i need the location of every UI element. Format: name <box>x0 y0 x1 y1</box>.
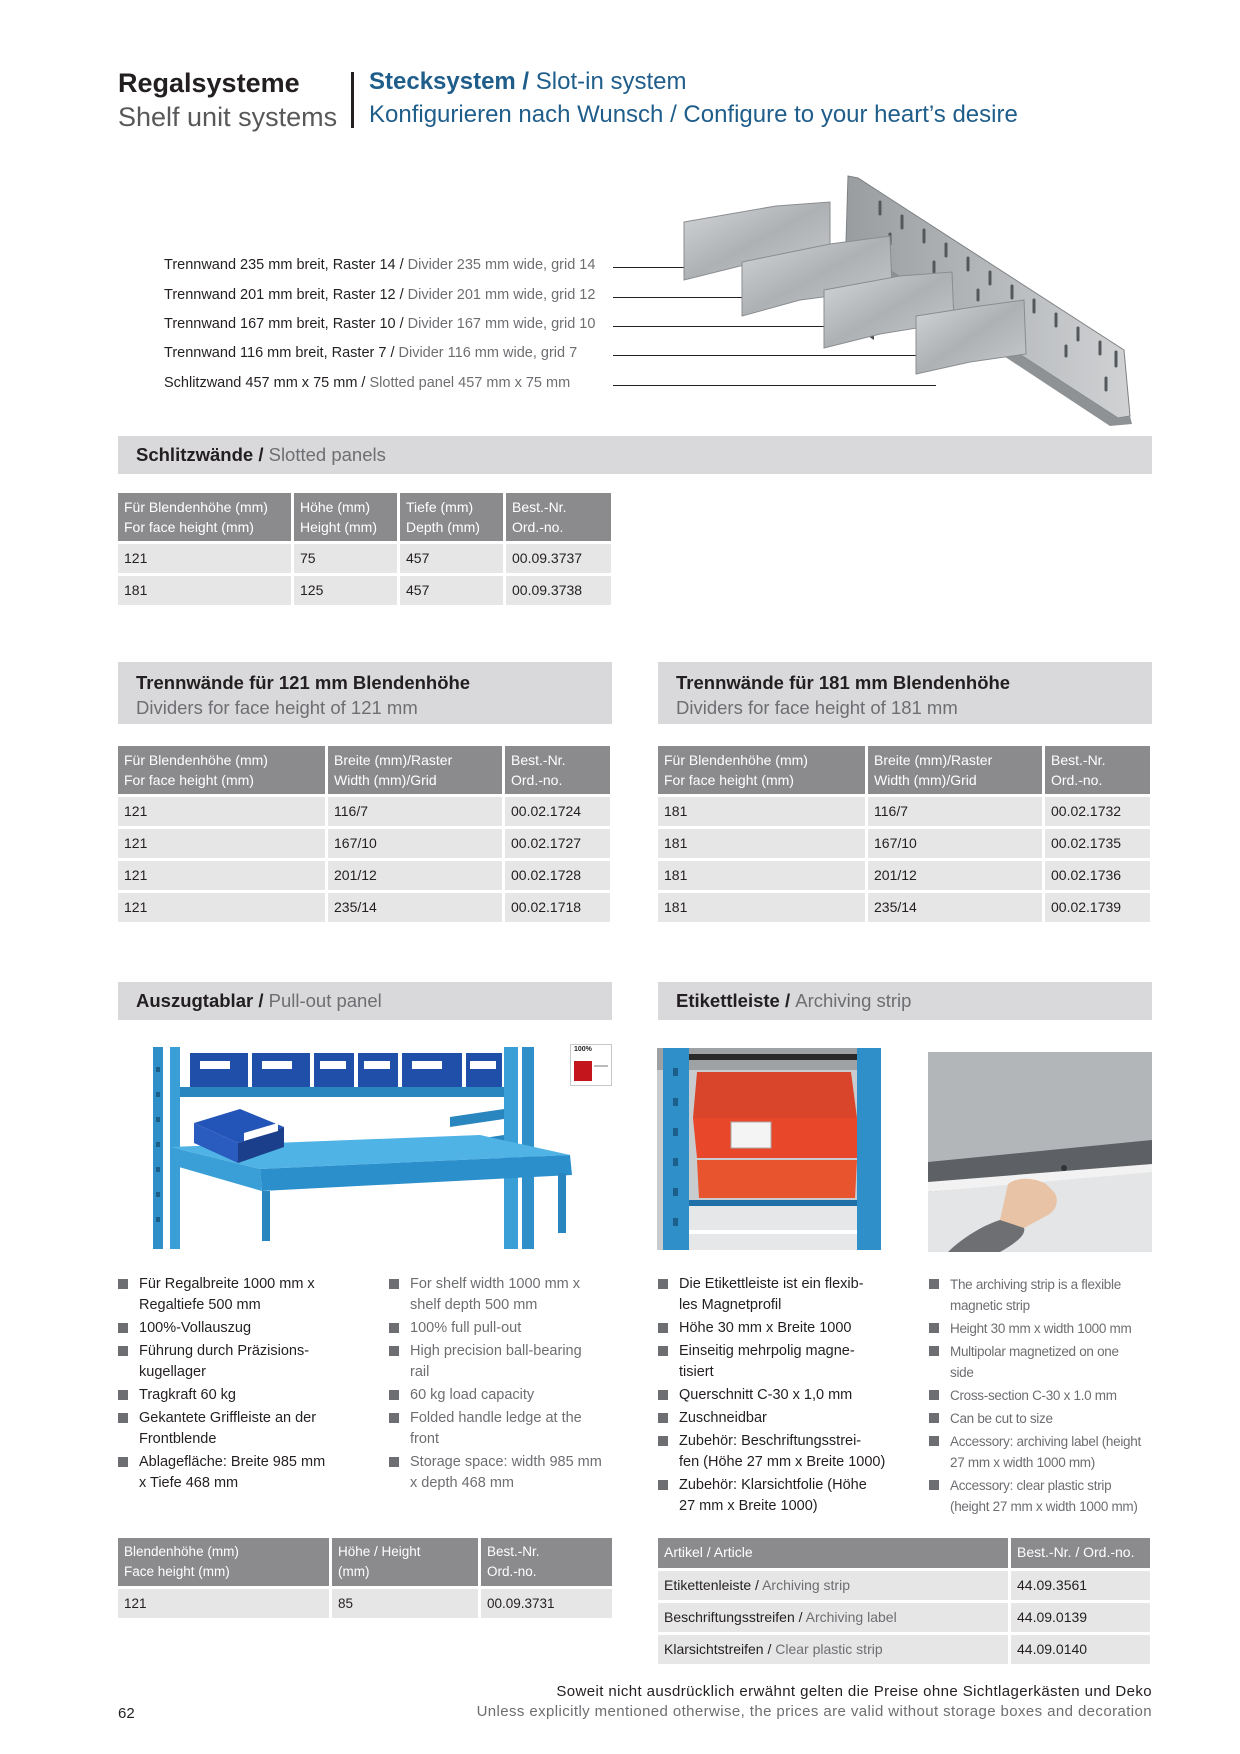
table-cell <box>658 1571 1008 1600</box>
table-cell <box>658 1603 1008 1632</box>
table-cell: 00.09.3738 <box>506 576 611 605</box>
section-dividers-121 <box>118 662 612 724</box>
list-item: Storage space: width 985 mm x depth 468 mm <box>389 1452 611 1494</box>
table-cell: 00.09.3737 <box>506 544 611 573</box>
pullout-table <box>118 1538 612 1618</box>
list-item: High precision ball-bearing rail <box>389 1341 611 1383</box>
footer-note-de: Soweit nicht ausdrücklich erwähnt gelten die Preise ohne Sichtlagerkästen und Deko <box>556 1683 1152 1700</box>
list-item: The archiving strip is a flexible magnetic strip <box>929 1274 1155 1316</box>
table-cell: 181 <box>658 797 865 826</box>
swatch-label: 100% <box>574 1046 592 1053</box>
list-item: Accessory: clear plastic strip (height 27 mm x width 1000 mm) <box>929 1475 1155 1517</box>
table-cell: 457 <box>400 544 503 573</box>
table-cell: 201/12 <box>328 861 502 890</box>
color-swatch <box>570 1044 612 1086</box>
table-cell <box>658 1635 1008 1664</box>
list-item: Can be cut to size <box>929 1408 1155 1429</box>
table-cell: 457 <box>400 576 503 605</box>
table-cell: 44.09.3561 <box>1011 1571 1150 1600</box>
section-heading-en: Pull-out panel <box>268 990 382 1011</box>
table-cell: 00.02.1735 <box>1045 829 1150 858</box>
archiving-strip-bins-photo <box>657 1048 881 1250</box>
list-item: For shelf width 1000 mm x shelf depth 500 mm <box>389 1274 611 1316</box>
list-item: Führung durch Präzisions- kugellager <box>118 1341 340 1383</box>
divider-illustration <box>680 172 1132 428</box>
article-en: Clear plastic strip <box>775 1641 883 1657</box>
table-header: Für Blendenhöhe (mm) For face height (mm) <box>118 746 325 794</box>
table-cell: 201/12 <box>868 861 1042 890</box>
section-pullout-panel <box>118 982 612 1020</box>
article-de: Klarsichtstreifen / <box>664 1641 776 1657</box>
list-item: Zubehör: Beschriftungsstrei- fen (Höhe 27 mm x Breite 1000) <box>658 1431 898 1473</box>
table-header: Best.-Nr. / Ord.-no. <box>1011 1538 1150 1568</box>
article-de: Beschriftungsstreifen / <box>664 1609 806 1625</box>
callout-en: Divider 116 mm wide, grid 7 <box>398 345 578 361</box>
section-heading-en: Archiving strip <box>795 990 912 1011</box>
table-header: Best.-Nr. Ord.-no. <box>481 1538 612 1586</box>
callout-en: Divider 167 mm wide, grid 10 <box>407 316 596 332</box>
list-item: Einseitig mehrpolig magne- tisiert <box>658 1341 898 1383</box>
pullout-bullets-de <box>118 1274 340 1496</box>
callout-de: Trennwand 201 mm breit, Raster 12 / <box>164 287 408 303</box>
table-cell: 00.02.1718 <box>505 893 610 922</box>
system-title-de: Stecksystem <box>369 68 516 95</box>
section-archiving-strip <box>658 982 1152 1020</box>
table-cell: 181 <box>658 829 865 858</box>
callout-divider-235 <box>164 257 595 273</box>
list-item: Zubehör: Klarsichtfolie (Höhe 27 mm x Breite 1000) <box>658 1475 898 1517</box>
table-header: Breite (mm)/Raster Width (mm)/Grid <box>328 746 502 794</box>
list-item: 100%-Vollauszug <box>118 1318 340 1339</box>
table-header: Best.-Nr. Ord.-no. <box>505 746 610 794</box>
system-tagline: Konfigurieren nach Wunsch / Configure to your heart’s desire <box>369 101 1018 128</box>
archiving-strip-hand-photo <box>928 1052 1152 1252</box>
pullout-panel-photo <box>150 1047 596 1249</box>
list-item: Höhe 30 mm x Breite 1000 <box>658 1318 898 1339</box>
table-cell: 00.02.1736 <box>1045 861 1150 890</box>
table-cell: 121 <box>118 861 325 890</box>
table-cell: 167/10 <box>868 829 1042 858</box>
callout-de: Trennwand 167 mm breit, Raster 10 / <box>164 316 408 332</box>
table-cell: 181 <box>658 893 865 922</box>
callout-de: Trennwand 116 mm breit, Raster 7 / <box>164 345 399 361</box>
table-cell: 181 <box>658 861 865 890</box>
table-cell: 44.09.0139 <box>1011 1603 1150 1632</box>
table-cell: 235/14 <box>328 893 502 922</box>
table-cell: 181 <box>118 576 291 605</box>
table-header: Breite (mm)/Raster Width (mm)/Grid <box>868 746 1042 794</box>
article-en: Archiving strip <box>762 1577 850 1593</box>
callout-en: Slotted panel 457 mm x 75 mm <box>369 375 571 391</box>
system-title-sep: / <box>515 68 536 95</box>
section-heading-en: Dividers for face height of 181 mm <box>676 697 958 718</box>
table-header: Artikel / Article <box>658 1538 1008 1568</box>
table-cell: 00.02.1727 <box>505 829 610 858</box>
section-dividers-181 <box>658 662 1152 724</box>
table-cell: 121 <box>118 893 325 922</box>
archiving-bullets-en <box>929 1274 1155 1519</box>
list-item: Ablagefläche: Breite 985 mm x Tiefe 468 mm <box>118 1452 340 1494</box>
callout-slotted-panel <box>164 375 570 391</box>
page-title: Regalsysteme <box>118 68 300 98</box>
section-heading-de: Schlitzwände / <box>136 444 269 465</box>
table-header: Höhe (mm) Height (mm) <box>294 493 397 541</box>
table-cell: 75 <box>294 544 397 573</box>
section-heading-de: Trennwände für 181 mm Blendenhöhe <box>676 672 1011 693</box>
table-cell: 121 <box>118 1589 329 1618</box>
pullout-bullets-en <box>389 1274 611 1496</box>
table-cell: 00.02.1728 <box>505 861 610 890</box>
swatch-line <box>594 1065 608 1067</box>
callout-divider-116 <box>164 345 577 361</box>
callout-en: Divider 201 mm wide, grid 12 <box>407 287 596 303</box>
list-item: Tragkraft 60 kg <box>118 1385 340 1406</box>
swatch-red <box>574 1061 592 1081</box>
table-header: Für Blendenhöhe (mm) For face height (mm) <box>658 746 865 794</box>
list-item: Folded handle ledge at the front <box>389 1408 611 1450</box>
table-header: Höhe / Height (mm) <box>332 1538 478 1586</box>
dividers-181-table <box>658 746 1150 922</box>
table-header: Best.-Nr. Ord.-no. <box>1045 746 1150 794</box>
table-cell: 125 <box>294 576 397 605</box>
system-title <box>369 68 686 96</box>
table-header: Blendenhöhe (mm) Face height (mm) <box>118 1538 329 1586</box>
archiving-bullets-de <box>658 1274 898 1519</box>
table-header: Für Blendenhöhe (mm) For face height (mm) <box>118 493 291 541</box>
table-cell: 121 <box>118 544 291 573</box>
page-subtitle: Shelf unit systems <box>118 102 338 132</box>
callout-en: Divider 235 mm wide, grid 14 <box>407 257 596 273</box>
slotted-panels-table <box>118 493 611 605</box>
section-slotted-panels <box>118 436 1152 474</box>
list-item: Multipolar magnetized on one side <box>929 1341 1155 1383</box>
list-item: Height 30 mm x width 1000 mm <box>929 1318 1155 1339</box>
article-de: Etikettenleiste / <box>664 1577 763 1593</box>
footer-note-en: Unless explicitly mentioned otherwise, the prices are valid without storage boxes and decoration <box>476 1703 1152 1720</box>
callout-divider-201 <box>164 287 595 303</box>
list-item: Zuschneidbar <box>658 1408 898 1429</box>
article-en: Archiving label <box>805 1609 897 1625</box>
callout-divider-167 <box>164 316 595 332</box>
table-header: Best.-Nr. Ord.-no. <box>506 493 611 541</box>
page-number: 62 <box>118 1705 135 1722</box>
table-header: Tiefe (mm) Depth (mm) <box>400 493 503 541</box>
table-cell: 121 <box>118 829 325 858</box>
list-item: Cross-section C-30 x 1.0 mm <box>929 1385 1155 1406</box>
table-cell: 44.09.0140 <box>1011 1635 1150 1664</box>
list-item: Accessory: archiving label (height 27 mm x width 1000 mm) <box>929 1431 1155 1473</box>
table-cell: 00.02.1724 <box>505 797 610 826</box>
section-heading-de: Auszugtablar / <box>136 990 269 1011</box>
table-cell: 116/7 <box>868 797 1042 826</box>
list-item: Die Etikettleiste ist ein flexib- les Magnetprofil <box>658 1274 898 1316</box>
callout-de: Trennwand 235 mm breit, Raster 14 / <box>164 257 408 273</box>
list-item: 100% full pull-out <box>389 1318 611 1339</box>
dividers-121-table <box>118 746 610 922</box>
list-item: Für Regalbreite 1000 mm x Regaltiefe 500 mm <box>118 1274 340 1316</box>
list-item: Querschnitt C-30 x 1,0 mm <box>658 1385 898 1406</box>
table-cell: 235/14 <box>868 893 1042 922</box>
table-cell: 00.09.3731 <box>481 1589 612 1618</box>
section-heading-de: Trennwände für 121 mm Blendenhöhe <box>136 672 471 693</box>
table-cell: 00.02.1739 <box>1045 893 1150 922</box>
section-heading-de: Etikettleiste / <box>676 990 796 1011</box>
section-heading-en: Dividers for face height of 121 mm <box>136 697 418 718</box>
callout-de: Schlitzwand 457 mm x 75 mm / <box>164 375 370 391</box>
table-cell: 167/10 <box>328 829 502 858</box>
table-cell: 116/7 <box>328 797 502 826</box>
archiving-table <box>658 1538 1150 1664</box>
table-cell: 121 <box>118 797 325 826</box>
list-item: 60 kg load capacity <box>389 1385 611 1406</box>
system-title-en: Slot-in system <box>535 68 687 95</box>
table-cell: 00.02.1732 <box>1045 797 1150 826</box>
section-heading-en: Slotted panels <box>268 444 386 465</box>
header-divider <box>351 72 354 128</box>
table-cell: 85 <box>332 1589 478 1618</box>
list-item: Gekantete Griffleiste an der Frontblende <box>118 1408 340 1450</box>
